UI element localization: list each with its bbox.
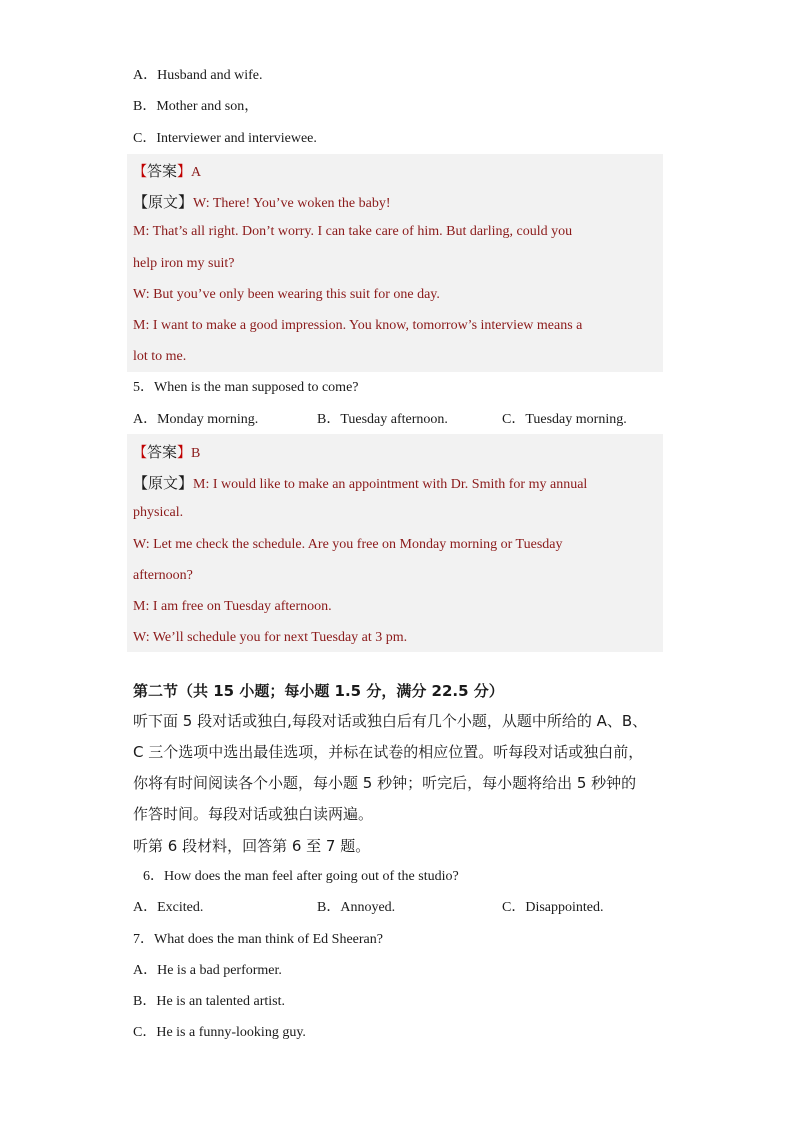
section-heading: 第二节（共 15 小题；每小题 1.5 分，满分 22.5 分） bbox=[133, 682, 504, 700]
q7-option-a: A．He is a bad performer. bbox=[133, 963, 282, 978]
q4-script-line: 【原文】W: There! You’ve woken the baby! bbox=[133, 193, 391, 211]
q6-option-c: C．Disappointed. bbox=[502, 900, 604, 915]
q5-answer: 【答案】B bbox=[133, 443, 201, 461]
q6-question: 6．How does the man feel after going out of the studio? bbox=[143, 869, 459, 884]
material-line: 听第 6 段材料，回答第 6 至 7 题。 bbox=[133, 837, 371, 855]
instruction-line: C 三个选项中选出最佳选项，并标在试卷的相应位置。听每段对话或独白前， bbox=[133, 743, 644, 761]
q7-option-c: C．He is a funny-looking guy. bbox=[133, 1025, 306, 1040]
instruction-line: 你将有时间阅读各个小题，每小题 5 秒钟；听完后，每小题将给出 5 秒钟的 bbox=[133, 774, 637, 792]
q5-option-c: C．Tuesday morning. bbox=[502, 412, 627, 427]
q4-answer: 【答案】A bbox=[133, 162, 202, 180]
script-label: 【原文】 bbox=[133, 474, 194, 492]
q5-option-b: B．Tuesday afternoon. bbox=[317, 412, 448, 427]
q4-script-line: M: That’s all right. Don’t worry. I can take care of him. But darling, could you bbox=[133, 224, 573, 239]
script-label: 【原文】 bbox=[133, 193, 194, 211]
q4-option-a: A．Husband and wife. bbox=[133, 68, 263, 83]
q5-script-line: W: We’ll schedule you for next Tuesday at 3 pm. bbox=[133, 630, 408, 645]
q5-script-line: M: I am free on Tuesday afternoon. bbox=[133, 599, 332, 614]
q5-script-line: 【原文】M: I would like to make an appointment with Dr. Smith for my annual bbox=[133, 474, 588, 492]
q6-option-b: B．Annoyed. bbox=[317, 900, 396, 915]
q5-script-line: physical. bbox=[133, 505, 184, 520]
q7-question: 7．What does the man think of Ed Sheeran? bbox=[133, 932, 383, 947]
answer-value: B bbox=[191, 446, 201, 461]
q4-option-c: C．Interviewer and interviewee. bbox=[133, 131, 317, 146]
answer-label: 答案 bbox=[147, 162, 178, 180]
q4-script-line: help iron my suit? bbox=[133, 256, 235, 271]
q5-script-line: afternoon? bbox=[133, 568, 193, 583]
answer-label: 答案 bbox=[147, 443, 178, 461]
q4-option-b: B．Mother and son， bbox=[133, 99, 259, 114]
q7-option-b: B．He is an talented artist. bbox=[133, 994, 286, 1009]
q4-script-line: lot to me. bbox=[133, 349, 187, 364]
instruction-line: 听下面 5 段对话或独白,每段对话或独白后有几个小题，从题中所给的 A、B、 bbox=[133, 712, 648, 730]
q4-script-line: W: But you’ve only been wearing this suit for one day. bbox=[133, 287, 440, 302]
q5-option-a: A．Monday morning. bbox=[133, 412, 259, 427]
q5-question: 5．When is the man supposed to come? bbox=[133, 380, 359, 395]
instruction-line: 作答时间。每段对话或独白读两遍。 bbox=[133, 805, 374, 823]
q6-option-a: A．Excited. bbox=[133, 900, 204, 915]
q5-script-line: W: Let me check the schedule. Are you free on Monday morning or Tuesday bbox=[133, 537, 563, 552]
answer-value: A bbox=[191, 165, 202, 180]
q4-script-line: M: I want to make a good impression. You know, tomorrow’s interview means a bbox=[133, 318, 583, 333]
